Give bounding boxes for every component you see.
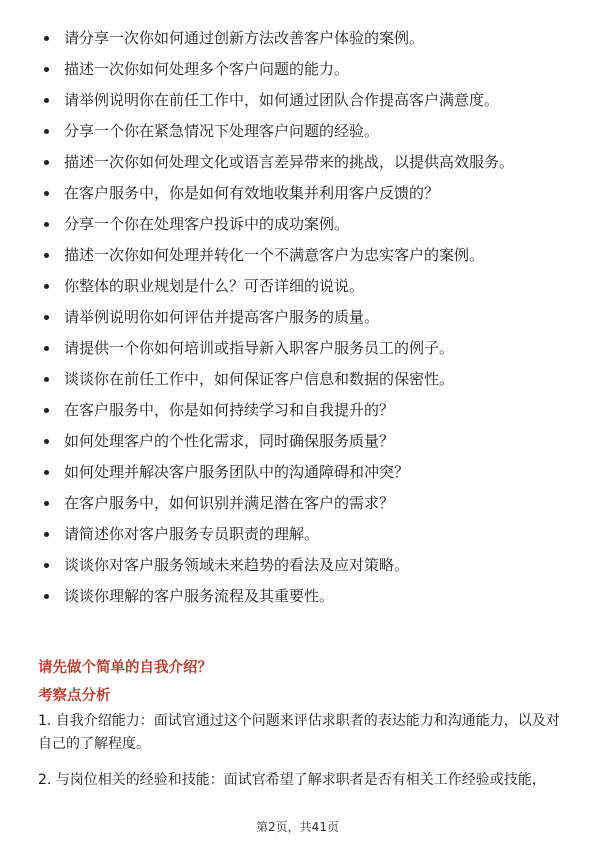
page-number-footer: 第2页，共41页 <box>256 820 339 834</box>
bullet-icon <box>44 408 49 413</box>
question-text: 请分享一次你如何通过创新方法改善客户体验的案例。 <box>64 29 425 47</box>
bullet-icon <box>44 191 49 196</box>
question-text: 请提供一个你如何培训或指导新入职客户服务员工的例子。 <box>64 339 455 357</box>
list-item <box>38 59 560 80</box>
question-text: 谈谈你对客户服务领域未来趋势的看法及应对策略。 <box>64 556 410 574</box>
bullet-icon <box>44 594 49 599</box>
question-text: 你整体的职业规划是什么？可否详细的说说。 <box>64 277 365 295</box>
question-text: 谈谈你理解的客户服务流程及其重要性。 <box>64 587 335 605</box>
question-text: 请举例说明你在前任工作中，如何通过团队合作提高客户满意度。 <box>64 91 500 109</box>
question-text: 如何处理并解决客户服务团队中的沟通障碍和冲突？ <box>64 463 410 481</box>
analysis-point-1: 1. 自我介绍能力：面试官通过这个问题来评估求职者的表达能力和沟通能力，以及对自己的了解程度。 <box>38 713 560 752</box>
bullet-icon <box>44 67 49 72</box>
bullet-icon <box>44 98 49 103</box>
question-text: 请简述你对客户服务专员职责的理解。 <box>64 525 320 543</box>
bullet-icon <box>44 501 49 506</box>
question-text: 分享一个你在处理客户投诉中的成功案例。 <box>64 215 350 233</box>
list-item <box>38 276 560 297</box>
bullet-icon <box>44 284 49 289</box>
question-text: 描述一次你如何处理并转化一个不满意客户为忠实客户的案例。 <box>64 246 485 264</box>
question-text: 在客户服务中，如何识别并满足潜在客户的需求？ <box>64 494 395 512</box>
question-text: 请举例说明你如何评估并提高客户服务的质量。 <box>64 308 380 326</box>
bullet-icon <box>44 563 49 568</box>
list-item <box>38 121 560 142</box>
list-item <box>38 214 560 235</box>
list-item <box>38 307 560 328</box>
list-item <box>38 524 560 545</box>
question-list <box>38 28 560 617</box>
analysis-heading: 考察点分析 <box>38 688 111 704</box>
bullet-icon <box>44 470 49 475</box>
bullet-icon <box>44 222 49 227</box>
bullet-icon <box>44 36 49 41</box>
list-item <box>38 245 560 266</box>
bullet-icon <box>44 377 49 382</box>
list-item <box>38 338 560 359</box>
list-item <box>38 493 560 514</box>
bullet-icon <box>44 129 49 134</box>
list-item <box>38 152 560 173</box>
question-text: 如何处理客户的个性化需求，同时确保服务质量？ <box>64 432 395 450</box>
list-item <box>38 555 560 576</box>
question-text: 在客户服务中，你是如何持续学习和自我提升的？ <box>64 401 395 419</box>
bullet-icon <box>44 346 49 351</box>
list-item <box>38 400 560 421</box>
bullet-icon <box>44 439 49 444</box>
list-item <box>38 28 560 49</box>
list-item <box>38 586 560 607</box>
analysis-point-2: 2. 与岗位相关的经验和技能：面试官希望了解求职者是否有相关工作经验或技能， <box>38 772 546 788</box>
list-item <box>38 90 560 111</box>
bullet-icon <box>44 160 49 165</box>
bullet-icon <box>44 253 49 258</box>
question-text: 描述一次你如何处理文化或语言差异带来的挑战，以提供高效服务。 <box>64 153 515 171</box>
question-text: 描述一次你如何处理多个客户问题的能力。 <box>64 60 350 78</box>
list-item <box>38 462 560 483</box>
bullet-icon <box>44 315 49 320</box>
list-item <box>38 431 560 452</box>
list-item <box>38 369 560 390</box>
section-question-heading: 请先做个简单的自我介绍？ <box>38 660 212 676</box>
question-text: 分享一个你在紧急情况下处理客户问题的经验。 <box>64 122 380 140</box>
question-text: 谈谈你在前任工作中，如何保证客户信息和数据的保密性。 <box>64 370 455 388</box>
question-text: 在客户服务中，你是如何有效地收集并利用客户反馈的？ <box>64 184 440 202</box>
bullet-icon <box>44 532 49 537</box>
list-item <box>38 183 560 204</box>
